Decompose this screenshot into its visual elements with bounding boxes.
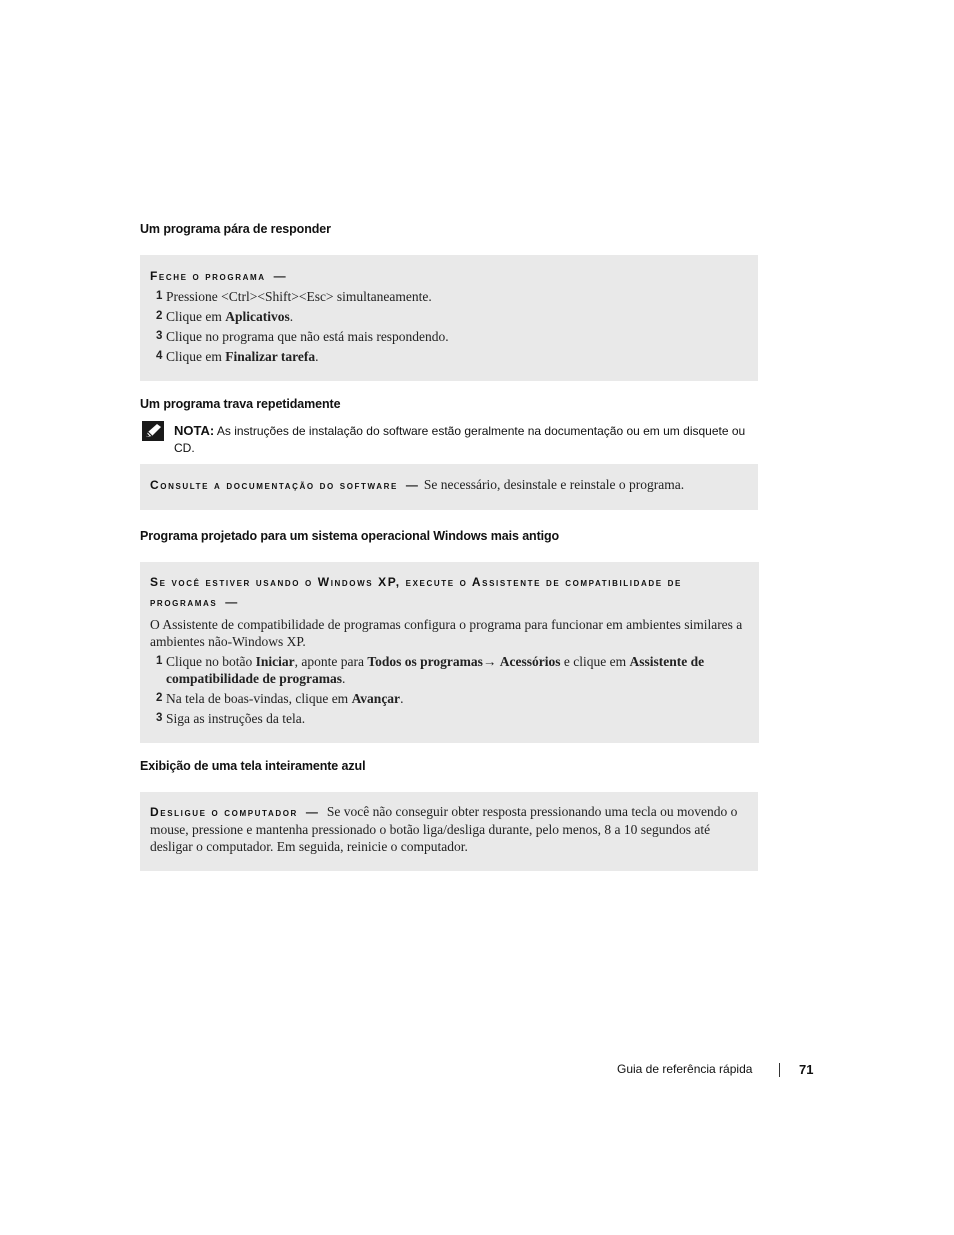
note-pencil-icon [142, 421, 164, 441]
box-title-1: Feche o programa [150, 269, 266, 283]
box-text-2: Se necessário, desinstale e reinstale o programa. [423, 477, 685, 492]
section-heading-1: Um programa pára de responder [140, 222, 331, 236]
section-heading-4: Exibição de uma tela inteiramente azul [140, 759, 366, 773]
step-1-3: 3 Clique no programa que não está mais respondendo. [156, 329, 449, 344]
note-text: NOTA: As instruções de instalação do software estão geralmente na documentação ou em um disquete ou CD. [174, 423, 746, 455]
footer-divider [779, 1063, 780, 1077]
box-intro-3: O Assistente de compatibilidade de programas configura o programa para funcionar em ambientes similares a ambientes não-Windows XP. [150, 617, 743, 649]
box-title-3: Se você estiver usando o Windows XP, execute o Assistente de compatibilidade de programas [150, 575, 682, 609]
step-1-2: 2 Clique em Aplicativos. [156, 309, 294, 324]
box-title-4: Desligue o computador [150, 805, 298, 819]
solution-box-1: Feche o programa — 1 Pressione <Ctrl><Shift><Esc> simultaneamente. 2 Clique em Aplicativos. 3 Clique no programa que não está mais respondendo. 4 Clique em Finalizar tarefa. [140, 255, 758, 381]
section-heading-2: Um programa trava repetidamente [140, 397, 341, 411]
solution-box-2: Consulte a documentação do software — Se necessário, desinstale e reinstale o programa. [140, 464, 758, 510]
footer-title: Guia de referência rápida [617, 1062, 753, 1076]
step-1-1: 1 Pressione <Ctrl><Shift><Esc> simultaneamente. [156, 289, 432, 304]
section-heading-3: Programa projetado para um sistema operacional Windows mais antigo [140, 529, 560, 543]
box-title-2: Consulte a documentação do software [150, 478, 398, 492]
box-text-4: Se você não conseguir obter resposta pressionando uma tecla ou movendo o mouse, pressione e mantenha pressionado o botão liga/desliga durante, pelo menos, 8 a 10 segundos até desligar o computador. Em seguida, reinicie o computador. [150, 804, 738, 854]
solution-box-4: Desligue o computador — Se você não conseguir obter resposta pressionando uma tecla ou movendo o mouse, pressione e mantenha pressionado o botão liga/desliga durante, pelo menos, 8 a 10 segundos até desligar o computador. Em seguida, reinicie o computador. [140, 792, 758, 871]
page-number: 71 [799, 1062, 814, 1077]
step-1-4: 4 Clique em Finalizar tarefa. [156, 349, 319, 364]
step-3-1: 1 Clique no botão Iniciar, aponte para Todos os programas→ Acessórios e clique em Assistente de compatibilidade de programas. [156, 654, 705, 686]
solution-box-3: Se você estiver usando o Windows XP, execute o Assistente de compatibilidade de programas — O Assistente de compatibilidade de programas configura o programa para funcionar em ambientes similares a ambientes não-Windows XP. 1 Clique no botão Iniciar, aponte para Todos os programas→ Acessórios e clique em Assistente de compatibilidade de programas. 2 Na tela de boas-vindas, clique em Avançar. 3 Siga as instruções da tela. [140, 562, 759, 743]
step-3-3: 3 Siga as instruções da tela. [156, 711, 306, 726]
step-3-2: 2 Na tela de boas-vindas, clique em Avançar. [156, 691, 404, 706]
